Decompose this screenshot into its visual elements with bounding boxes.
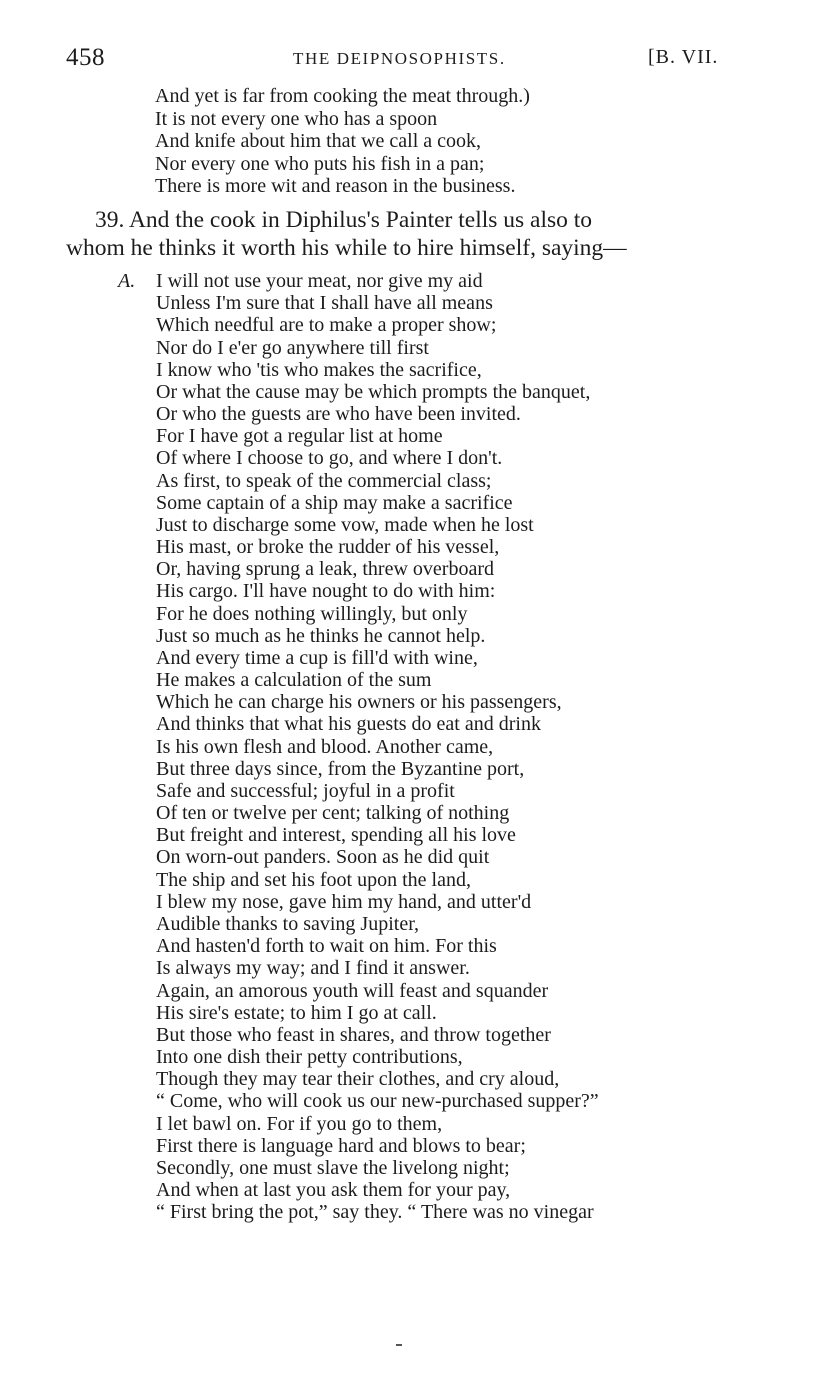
verse-line: Of ten or twelve per cent; talking of nothing: [156, 802, 510, 825]
verse-line: Just to discharge some vow, made when he lost: [156, 513, 534, 536]
verse-line: “ First bring the pot,” say they. “ There was no vinegar: [156, 1201, 594, 1224]
prose-paragraph: [66, 206, 756, 262]
book-reference: [B. VII.: [648, 46, 719, 68]
running-head: [0, 44, 831, 74]
verse-line: Again, an amorous youth will feast and squander: [156, 979, 549, 1002]
printer-mark: [396, 1344, 402, 1346]
verse-line: And yet is far from cooking the meat through.): [155, 85, 530, 107]
running-title: THE DEIPNOSOPHISTS.: [293, 49, 506, 68]
verse-line: But three days since, from the Byzantine port,: [156, 757, 525, 780]
verse-line: And knife about him that we call a cook,: [155, 130, 482, 153]
verse-line: On worn-out panders. Soon as he did quit: [156, 846, 490, 869]
verse-line: Secondly, one must slave the livelong night;: [156, 1156, 510, 1179]
verse-line: But freight and interest, spending all his love: [156, 824, 516, 847]
verse-line: His cargo. I'll have nought to do with him:: [156, 580, 496, 603]
verse-line: I let bawl on. For if you go to them,: [156, 1112, 443, 1135]
verse-line: Or, having sprung a leak, threw overboard: [156, 558, 494, 581]
verse-line: And thinks that what his guests do eat and drink: [156, 713, 541, 736]
verse-line: Nor do I e'er go anywhere till first: [156, 336, 429, 359]
verse-line: The ship and set his foot upon the land,: [156, 868, 471, 891]
verse-line: Just so much as he thinks he cannot help.: [156, 624, 486, 647]
verse-line: But those who feast in shares, and throw together: [156, 1023, 551, 1046]
verse-line: Or what the cause may be which prompts the banquet,: [156, 380, 591, 403]
verse-line: Which needful are to make a proper show;: [156, 314, 497, 337]
verse-line: And hasten'd forth to wait on him. For this: [156, 935, 497, 958]
verse-line: Of where I choose to go, and where I don't.: [156, 447, 503, 470]
verse-line: Though they may tear their clothes, and cry aloud,: [156, 1068, 560, 1091]
verse-line: First there is language hard and blows to bear;: [156, 1134, 526, 1157]
verse-line: And when at last you ask them for your pay,: [156, 1179, 511, 1202]
paragraph-line: 39. And the cook in Diphilus's Painter tells us also to: [95, 207, 593, 233]
verse-line: Unless I'm sure that I shall have all means: [156, 292, 493, 315]
verse-line: As first, to speak of the commercial class;: [156, 469, 492, 492]
verse-quotation-top: [155, 85, 530, 198]
verse-line: Is his own flesh and blood. Another came,: [156, 735, 494, 758]
verse-line: It is not every one who has a spoon: [155, 107, 438, 130]
verse-line: His mast, or broke the rudder of his vessel,: [156, 536, 500, 559]
verse-line: [118, 270, 599, 292]
verse-line: Some captain of a ship may make a sacrifice: [156, 491, 513, 514]
verse-line: Nor every one who puts his fish in a pan;: [155, 152, 485, 175]
verse-line: Audible thanks to saving Jupiter,: [156, 912, 420, 935]
verse-line: Safe and successful; joyful in a profit: [156, 779, 455, 802]
verse-line: I know who 'tis who makes the sacrifice,: [156, 358, 482, 381]
verse-line: Is always my way; and I find it answer.: [156, 957, 470, 980]
paragraph-line: whom he thinks it worth his while to hire himself, saying—: [66, 235, 627, 261]
verse-line: His sire's estate; to him I go at call.: [156, 1001, 437, 1024]
dialogue-verse: [118, 270, 599, 1223]
verse-line: He makes a calculation of the sum: [156, 669, 432, 692]
verse-line: There is more wit and reason in the business.: [155, 175, 516, 198]
verse-line-text: I will not use your meat, nor give my aid: [156, 270, 483, 292]
verse-line: Or who the guests are who have been invited.: [156, 403, 521, 426]
verse-line: I blew my nose, gave him my hand, and utter'd: [156, 890, 532, 913]
verse-line: For he does nothing willingly, but only: [156, 602, 468, 625]
verse-line: And every time a cup is fill'd with wine,: [156, 646, 478, 669]
speaker-label: A.: [118, 270, 136, 292]
verse-line: “ Come, who will cook us our new-purchased supper?”: [156, 1090, 599, 1113]
verse-line: Into one dish their petty contributions,: [156, 1046, 463, 1069]
verse-line: For I have got a regular list at home: [156, 425, 443, 448]
page-number: 458: [66, 44, 105, 71]
verse-line: Which he can charge his owners or his passengers,: [156, 691, 562, 714]
